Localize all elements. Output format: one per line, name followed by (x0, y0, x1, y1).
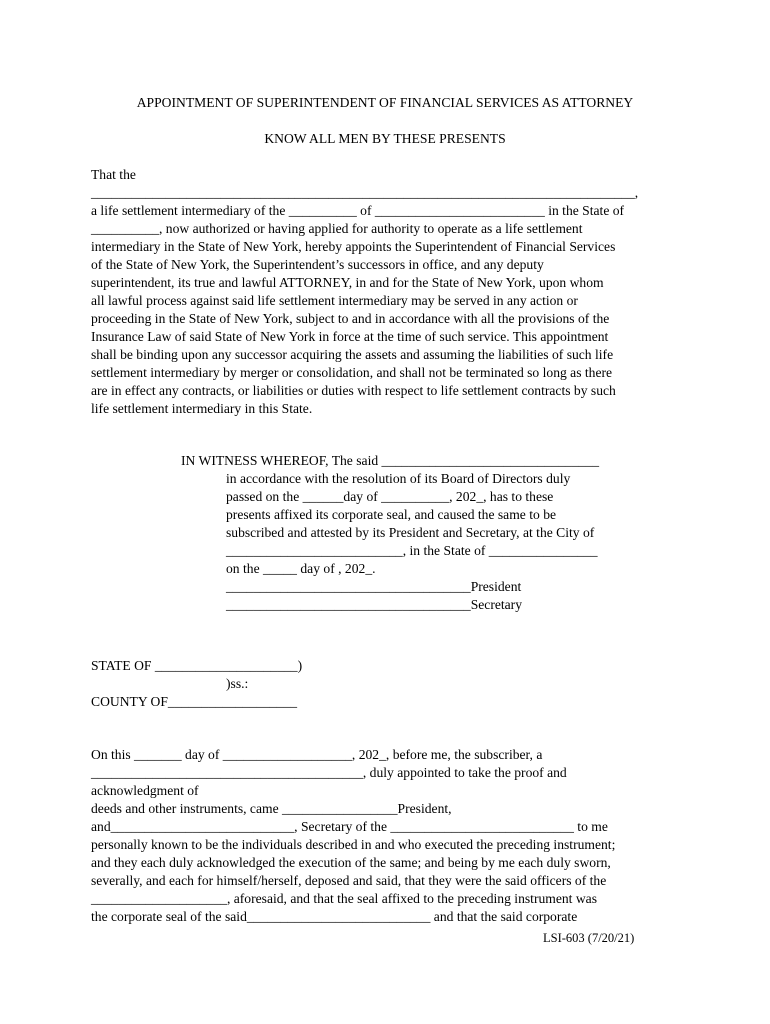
ack-line: ________________________________________, duly appointed to take the proof and (91, 765, 567, 780)
body-line: intermediary in the State of New York, hereby appoints the Superintendent of Financial Services (91, 239, 616, 254)
witness-line: presents affixed its corporate seal, and caused the same to be (226, 507, 557, 522)
president-signature-line: ____________________________________President (226, 579, 522, 594)
form-id: LSI-603 (7/20/21) (543, 931, 635, 945)
document-title: APPOINTMENT OF SUPERINTENDENT OF FINANCIAL SERVICES AS ATTORNEY (136, 95, 634, 110)
ack-line: On this _______ day of ___________________, 202_, before me, the subscriber, a (91, 747, 543, 762)
body-line: __________, now authorized or having applied for authority to operate as a life settlement (91, 221, 583, 236)
witness-line: passed on the ______day of __________, 202_, has to these (226, 489, 554, 504)
body-line: settlement intermediary by merger or consolidation, and shall not be terminated so long as there (91, 365, 613, 380)
ack-line: personally known to be the individuals described in and who executed the preceding instrument; (91, 837, 616, 852)
body-line: are in effect any contracts, or liabilities or duties with respect to life settlement contracts by such (91, 383, 616, 398)
witness-line: in accordance with the resolution of its Board of Directors duly (226, 471, 571, 486)
witness-line: on the _____ day of , 202_. (226, 561, 376, 576)
ack-line: ____________________, aforesaid, and that the seal affixed to the preceding instrument was (91, 891, 597, 906)
body-line: life settlement intermediary in this State. (91, 401, 313, 416)
ss-line: )ss.: (226, 676, 249, 691)
ack-line: and___________________________, Secretary of the ___________________________ to me (91, 819, 608, 834)
body-line: Insurance Law of said State of New York in force at the time of such service. This appointment (91, 329, 609, 344)
ack-line: deeds and other instruments, came _________________President, (91, 801, 452, 816)
secretary-signature-line: ____________________________________Secretary (226, 597, 523, 612)
state-line: STATE OF _____________________) (91, 658, 303, 673)
body-line: a life settlement intermediary of the __________ of _________________________ in the State of (91, 203, 625, 218)
body-line: of the State of New York, the Superintendent’s successors in office, and any deputy (91, 257, 544, 272)
ack-line: acknowledgment of (91, 783, 199, 798)
body-line: all lawful process against said life settlement intermediary may be served in any action or (91, 293, 578, 308)
intro-text: That the (91, 167, 136, 182)
ack-line: severally, and each for himself/herself, deposed and said, that they were the said officers of the (91, 873, 607, 888)
witness-line: subscribed and attested by its President and Secretary, at the City of (226, 525, 595, 540)
body-line: proceeding in the State of New York, subject to and in accordance with all the provisions of the (91, 311, 610, 326)
ack-line: and they each duly acknowledged the execution of the same; and being by me each duly sworn, (91, 855, 611, 870)
document-subtitle: KNOW ALL MEN BY THESE PRESENTS (264, 131, 506, 146)
body-line: superintendent, its true and lawful ATTORNEY, in and for the State of New York, upon whom (91, 275, 604, 290)
witness-line: __________________________, in the State of ________________ (226, 543, 598, 558)
body-line: shall be binding upon any successor acquiring the assets and assuming the liabilities of such life (91, 347, 614, 362)
county-line: COUNTY OF___________________ (91, 694, 298, 709)
intermediary-name-blank: ________________________________________________________________________________, (91, 185, 639, 200)
ack-line: the corporate seal of the said___________________________ and that the said corporate (91, 909, 578, 924)
witness-heading: IN WITNESS WHEREOF, The said ________________________________ (181, 453, 600, 468)
